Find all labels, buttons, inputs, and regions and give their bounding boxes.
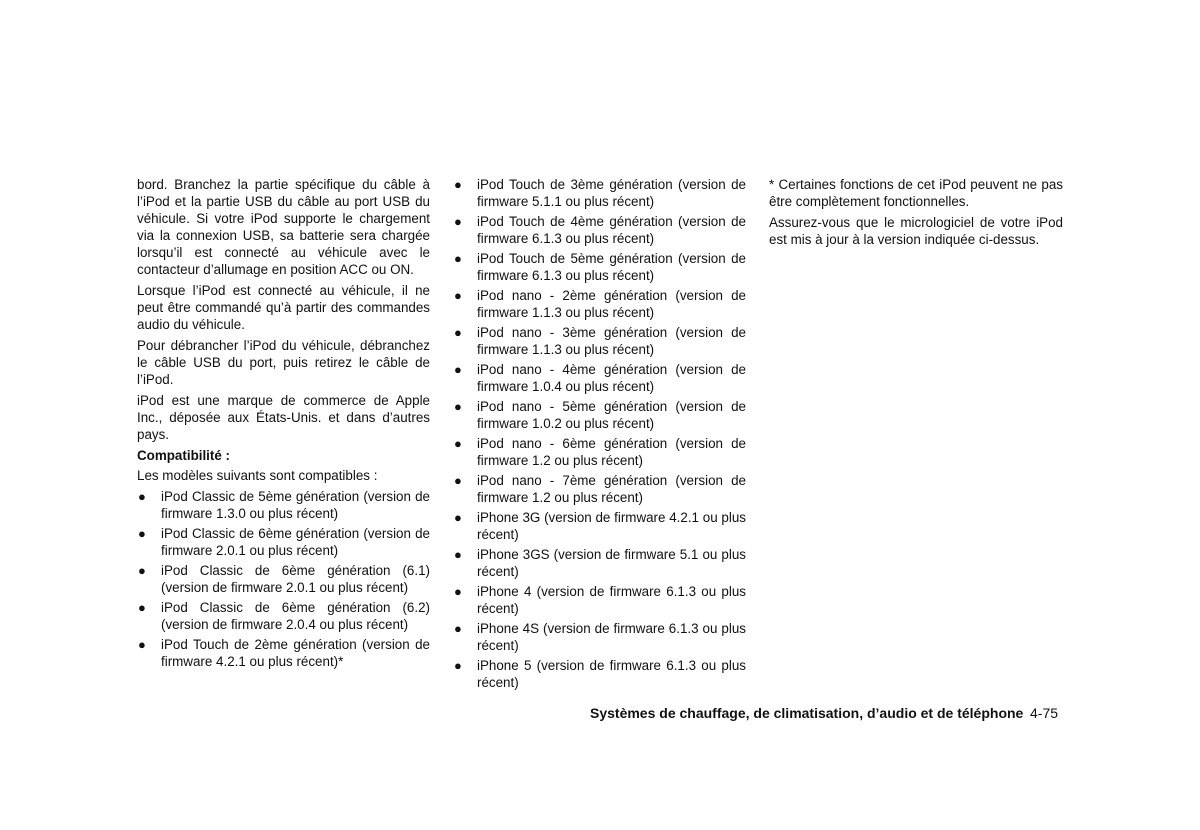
list-item: ● iPod nano - 3ème génération (version de firmware 1.1.3 ou plus récent): [454, 325, 746, 357]
paragraph-trademark: iPod est une marque de commerce de Apple Inc., déposée aux États-Unis. et dans d’autres pays.: [137, 393, 430, 442]
list-item: ● iPod Classic de 6ème génération (6.1) (version de firmware 2.0.1 ou plus récent): [138, 563, 430, 595]
paragraph-vehicle-control: Lorsque l’iPod est connecté au véhicule, il ne peut être commandé qu’à partir des commandes audio du véhicule.: [137, 283, 430, 332]
footnote: * Certaines fonctions de cet iPod peuvent ne pas être complètement fonctionnelles.: [769, 177, 1063, 209]
list-item: ● iPod Touch de 5ème génération (version de firmware 6.1.3 ou plus récent): [454, 251, 746, 283]
list-item: ● iPod Classic de 6ème génération (version de firmware 2.0.1 ou plus récent): [138, 526, 430, 558]
bullet-icon: ●: [138, 563, 146, 578]
bullet-icon: ●: [138, 489, 146, 504]
left-column: [137, 176, 430, 673]
list-item: ● iPhone 4 (version de firmware 6.1.3 ou plus récent): [454, 584, 746, 616]
bullet-icon: ●: [454, 510, 462, 525]
middle-column: [453, 176, 746, 694]
bullet-icon: ●: [454, 584, 462, 599]
bullet-icon: ●: [138, 637, 146, 652]
list-item: ● iPhone 5 (version de firmware 6.1.3 ou plus récent): [454, 658, 746, 690]
bullet-icon: ●: [454, 436, 462, 451]
compatible-models-list: [137, 488, 430, 670]
list-item: ● iPod nano - 4ème génération (version de firmware 1.0.4 ou plus récent): [454, 362, 746, 394]
list-item: ● iPhone 4S (version de firmware 6.1.3 ou plus récent): [454, 621, 746, 653]
list-item: ● iPhone 3G (version de firmware 4.2.1 ou plus récent): [454, 510, 746, 542]
list-item: ● iPod nano - 6ème génération (version de firmware 1.2 ou plus récent): [454, 436, 746, 468]
page-number: 4-75: [1030, 705, 1059, 721]
bullet-icon: ●: [454, 325, 462, 340]
list-item: ● iPod Touch de 2ème génération (version de firmware 4.2.1 ou plus récent)*: [138, 637, 430, 669]
footer-section-title: Systèmes de chauffage, de climatisation, d’audio et de téléphone: [590, 705, 1024, 721]
list-item: ● iPod Touch de 3ème génération (version de firmware 5.1.1 ou plus récent): [454, 177, 746, 209]
compatible-models-list-continued: [453, 176, 746, 691]
bullet-icon: ●: [454, 362, 462, 377]
bullet-icon: ●: [138, 600, 146, 615]
list-item: ● iPhone 3GS (version de firmware 5.1 ou plus récent): [454, 547, 746, 579]
paragraph-disconnect: Pour débrancher l’iPod du véhicule, débranchez le câble USB du port, puis retirez le câble de l’iPod.: [137, 338, 430, 387]
list-item: ● iPod Touch de 4ème génération (version de firmware 6.1.3 ou plus récent): [454, 214, 746, 246]
bullet-icon: ●: [454, 547, 462, 562]
compatibility-heading: Compatibilité :: [137, 448, 230, 463]
bullet-icon: ●: [454, 214, 462, 229]
bullet-icon: ●: [454, 621, 462, 636]
right-column: [769, 176, 1063, 252]
list-item: ● iPod Classic de 6ème génération (6.2) (version de firmware 2.0.4 ou plus récent): [138, 600, 430, 632]
bullet-icon: ●: [454, 399, 462, 414]
compatibility-intro: Les modèles suivants sont compatibles :: [137, 468, 378, 483]
list-item: ● iPod nano - 2ème génération (version de firmware 1.1.3 ou plus récent): [454, 288, 746, 320]
list-item: ● iPod nano - 5ème génération (version de firmware 1.0.2 ou plus récent): [454, 399, 746, 431]
bullet-icon: ●: [454, 177, 462, 192]
bullet-icon: ●: [454, 473, 462, 488]
bullet-icon: ●: [454, 658, 462, 673]
bullet-icon: ●: [454, 288, 462, 303]
bullet-icon: ●: [138, 526, 146, 541]
paragraph-usb-connection: bord. Branchez la partie spécifique du câble à l’iPod et la partie USB du câble au port USB du véhicule. Si votre iPod supporte le chargement via la connexion USB, sa batterie sera chargée lorsqu’il est connecté au véhicule avec le contacteur d’allumage en position ACC ou ON.: [137, 177, 430, 277]
bullet-icon: ●: [454, 251, 462, 266]
list-item: ● iPod Classic de 5ème génération (version de firmware 1.3.0 ou plus récent): [138, 489, 430, 521]
firmware-advice: Assurez-vous que le micrologiciel de votre iPod est mis à jour à la version indiquée ci-dessus.: [769, 215, 1063, 247]
list-item: ● iPod nano - 7ème génération (version de firmware 1.2 ou plus récent): [454, 473, 746, 505]
